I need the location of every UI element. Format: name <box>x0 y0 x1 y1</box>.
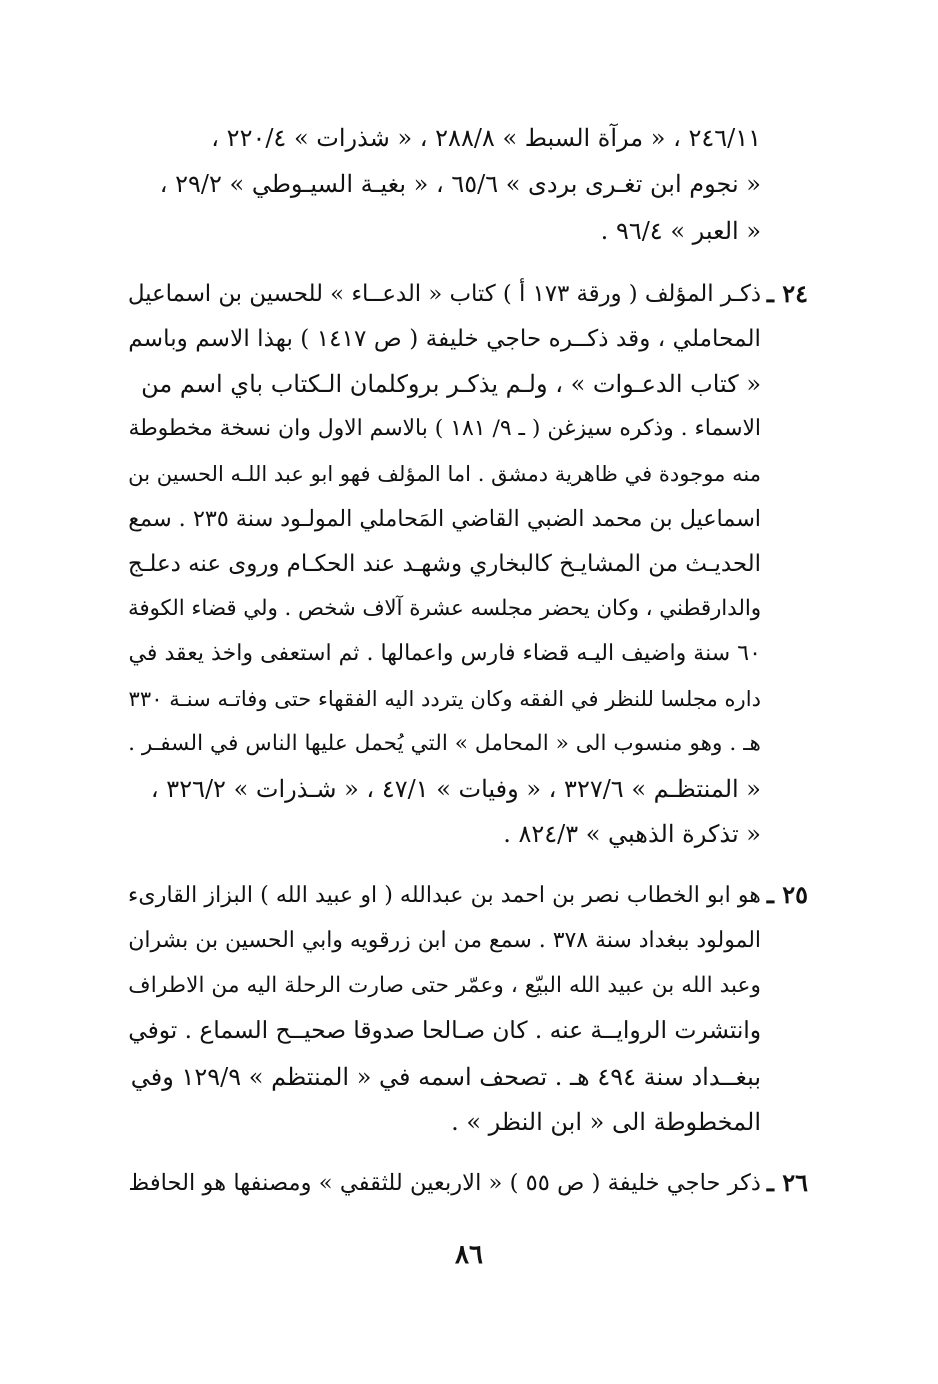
note-24-line-13: « تذكرة الذهبي » ٨٢٤/٣ . <box>503 820 761 848</box>
note-24-number: ٢٤ ـ <box>766 279 808 308</box>
note-25-line-4: وانتشرت الروايــة عنه . كان صـالحا صدوقا صحيــح السماع . توفي <box>128 1017 761 1044</box>
note-25-line-1: هو ابو الخطاب نصر بن احمد بن عبدالله ( او عبيد الله ) البزاز القارىء <box>127 882 761 908</box>
intro-line-3: « العبر » ٩٦/٤ . <box>600 217 761 245</box>
intro-line-1: ٢٤٦/١١ ، « مرآة السبط » ٢٨٨/٨ ، « شذرات » ٢٢٠/٤ ، <box>211 124 761 152</box>
note-26-number: ٢٦ ـ <box>766 1168 808 1197</box>
note-24-line-9: ٦٠ سنة واضيف اليـه قضاء فارس واعمالها . ثم استعفى واخذ يعقد في <box>128 641 761 666</box>
note-24-line-3: « كتاب الدعـوات » ، ولـم يذكـر بروكلمان الـكتاب باي اسم من <box>141 370 761 398</box>
note-24-line-12: « المنتظـم » ٣٢٧/٦ ، « وفيات » ٤٧/١ ، « شـذرات » ٣٢٦/٢ ، <box>150 775 761 803</box>
note-25-line-6: المخطوطة الى « ابن النظر » . <box>451 1108 761 1136</box>
note-25-line-3: وعبد الله بن عبيد الله البيّع ، وعمّر حتى صارت الرحلة اليه من الاطراف <box>128 973 761 998</box>
page-number: ٨٦ <box>455 1240 483 1270</box>
note-24-line-8: والدارقطني ، وكان يحضر مجلسه عشرة آلاف شخص . ولي قضاء الكوفة <box>127 596 761 621</box>
note-24-line-1: ذكـر المؤلف ( ورقة ١٧٣ أ ) كتاب « الدعــاء » للحسين بن اسماعيل <box>127 281 761 307</box>
note-24-line-11: هـ . وهو منسوب الى « المحامل » التي يُحمل عليها الناس في السفـر . <box>128 731 761 756</box>
note-25-line-2: المولود ببغداد سنة ٣٧٨ . سمع من ابن زرقويه وابي الحسين بن بشران <box>128 928 761 953</box>
note-26-line-1: ذكر حاجي خليفة ( ص ٥٥ ) « الاربعين للثقفي » ومصنفها هو الحافظ <box>128 1170 761 1196</box>
note-25-line-5: ببغــداد سنة ٤٩٤ هـ . تصحف اسمه في « المنتظم » ١٢٩/٩ وفي <box>130 1063 761 1091</box>
note-25-number: ٢٥ ـ <box>766 880 808 909</box>
intro-line-2: « نجوم ابن تغـرى بردى » ٦٥/٦ ، « بغيـة السيـوطي » ٢٩/٢ ، <box>159 170 761 198</box>
note-24-line-6: اسماعيل بن محمد الضبي القاضي المَحاملي المولـود سنة ٢٣٥ . سمع <box>128 506 761 532</box>
note-24-line-4: الاسماء . وذكره سيزغن ( ـ ٩/ ١٨١ ) بالاسم الاول وان نسخة مخطوطة <box>128 416 761 441</box>
note-24-line-10: داره مجلسا للنظر في الفقه وكان يتردد اليه الفقهاء حتى وفاتـه سنـة ٣٣٠ <box>128 686 761 711</box>
note-24-line-5: منه موجودة في ظاهرية دمشق . اما المؤلف فهو ابو عبد اللـه الحسين بن <box>128 461 761 486</box>
note-24-line-2: المحاملي ، وقد ذكــره حاجي خليفة ( ص ١٤١٧ ) بهذا الاسم وباسم <box>128 325 761 352</box>
note-24-line-7: الحديـث من المشايـخ كالبخاري وشهـد عند الحكـام وروى عنه دعلـج <box>127 551 761 577</box>
